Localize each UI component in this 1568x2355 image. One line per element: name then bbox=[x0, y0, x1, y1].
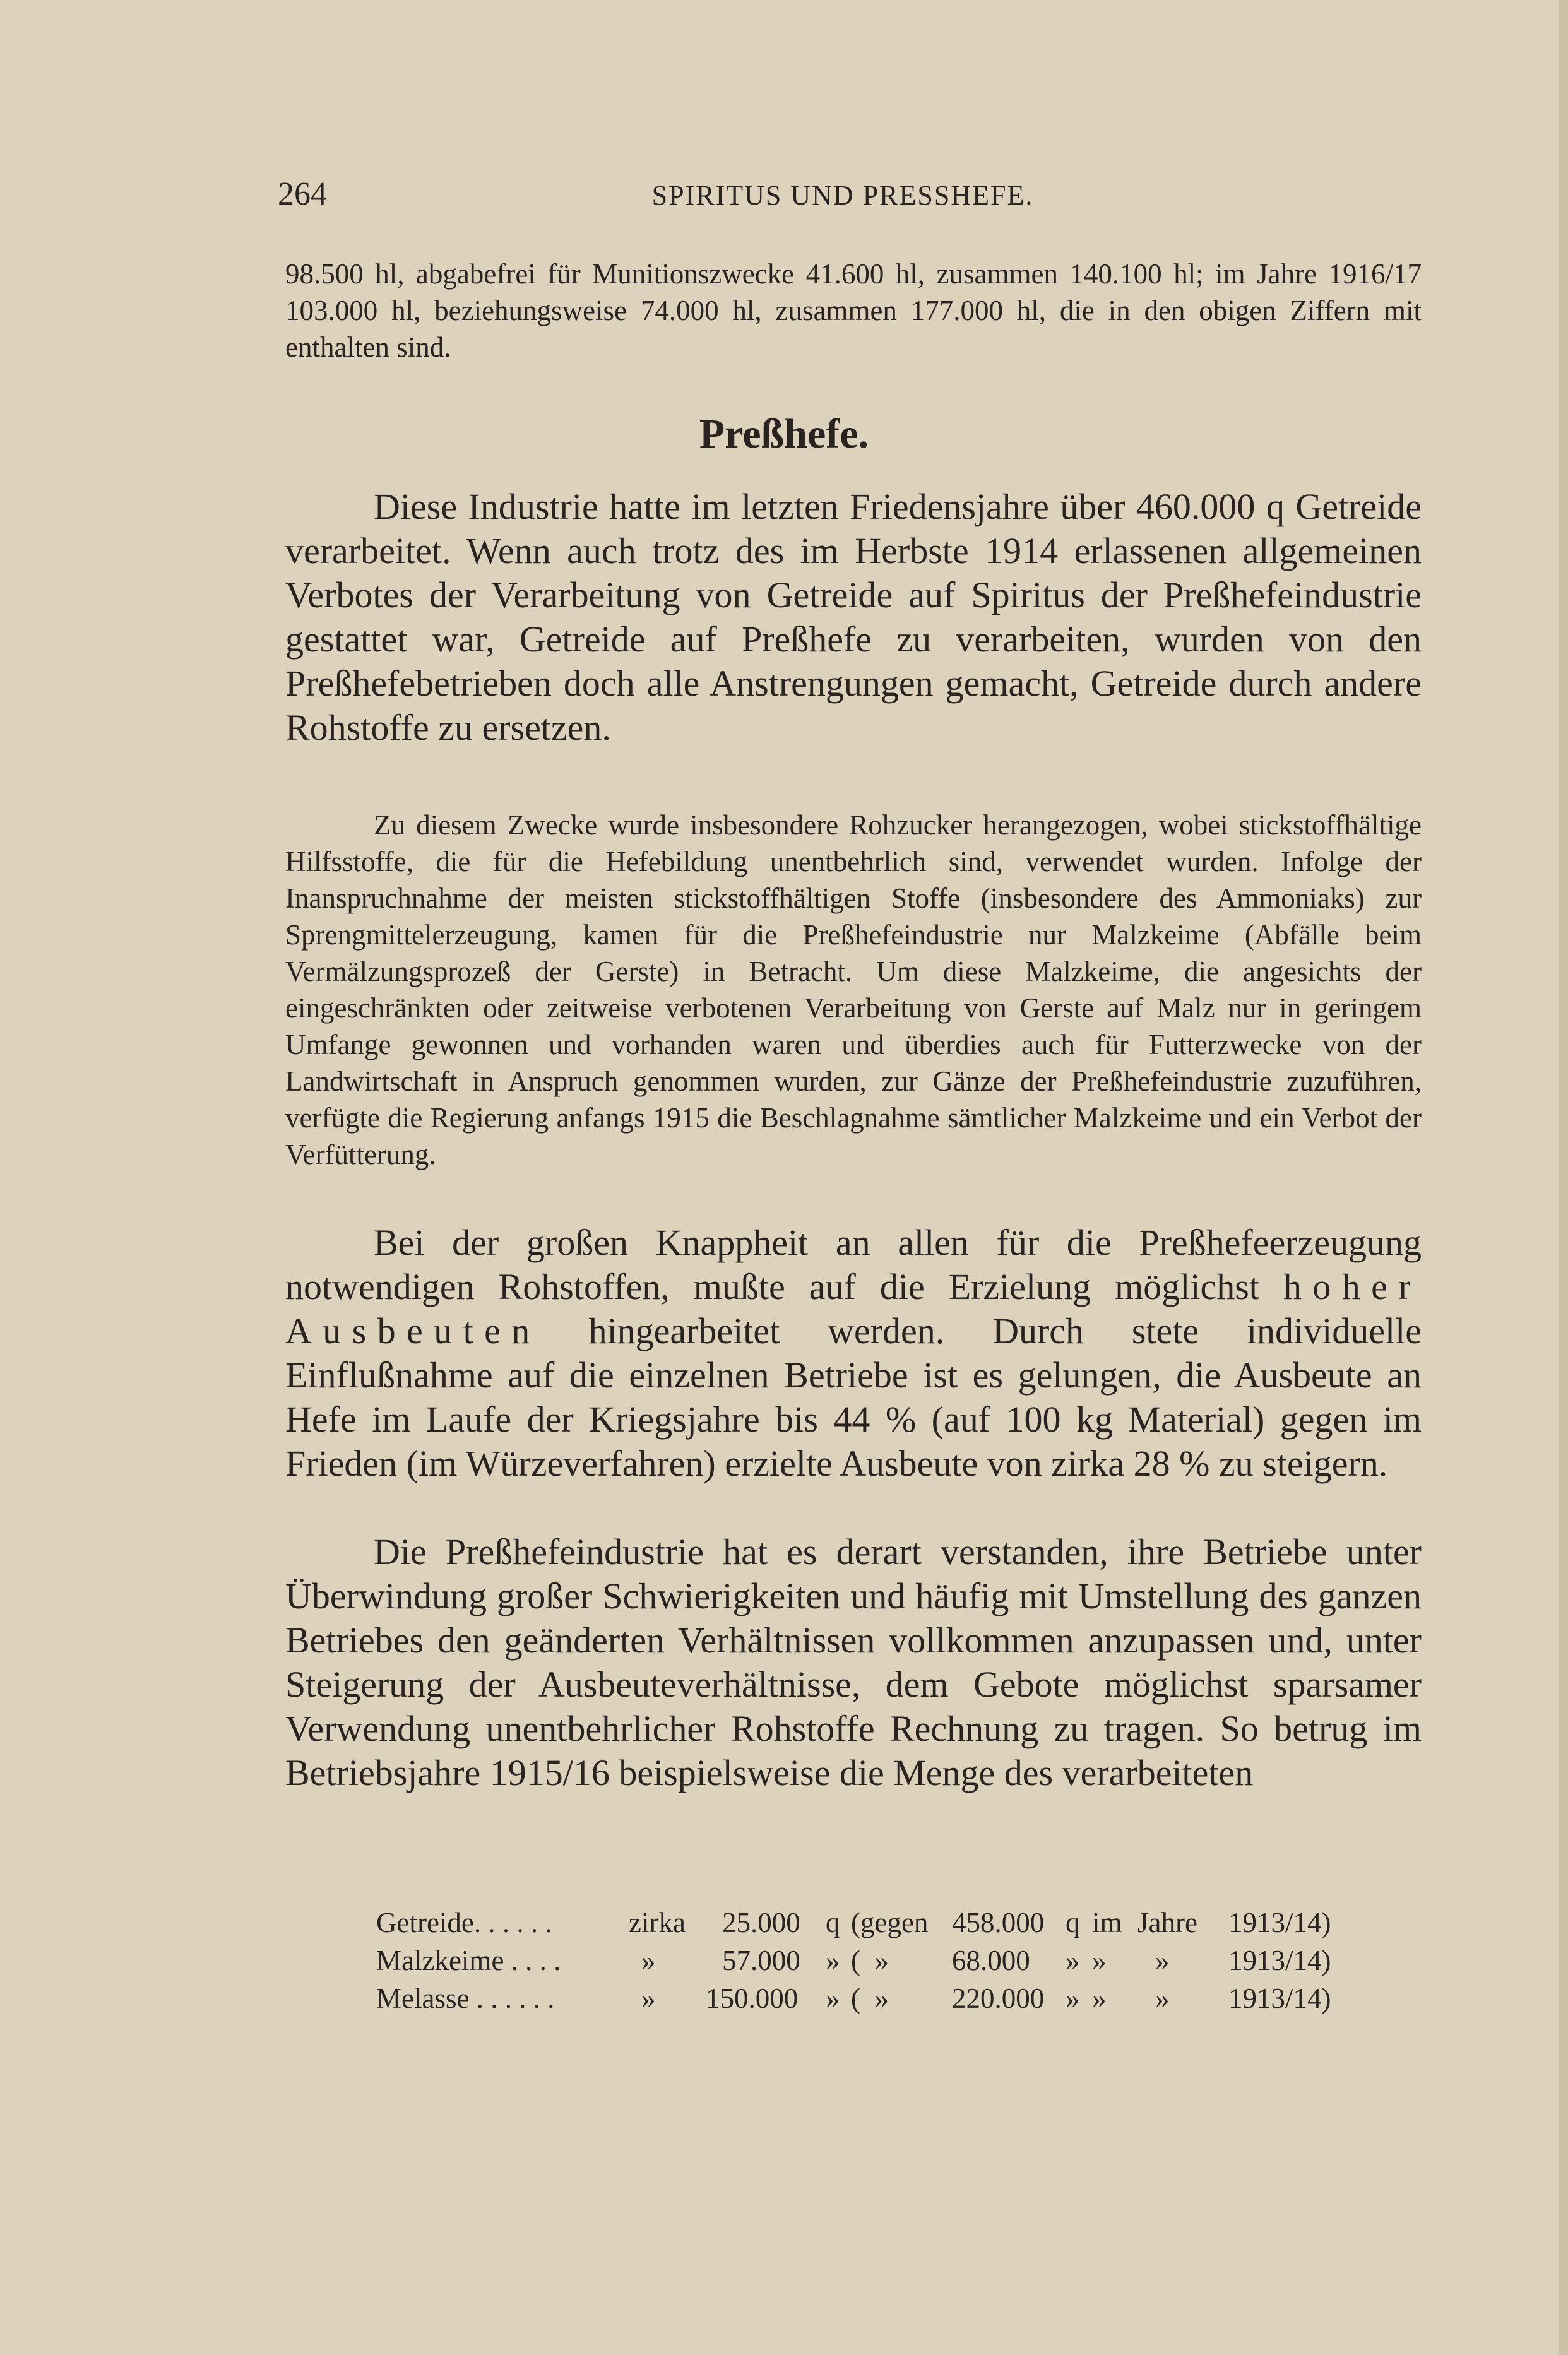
amount-cell: 25.000 bbox=[722, 1907, 800, 1938]
prior-unit-cell: q bbox=[1066, 1907, 1080, 1938]
material-cell: Melasse . . . . . . bbox=[376, 1983, 555, 2014]
page-header bbox=[278, 175, 1408, 226]
prefix-cell: zirka bbox=[629, 1907, 686, 1938]
table-row bbox=[376, 1904, 1361, 1942]
paragraph-4 bbox=[285, 1530, 1422, 1795]
im-cell: » bbox=[1092, 1945, 1107, 1976]
table-row bbox=[376, 1979, 1361, 2017]
paragraph-3 bbox=[285, 1221, 1422, 1486]
unit-cell: » bbox=[826, 1983, 840, 2014]
amount-cell: 57.000 bbox=[722, 1945, 800, 1976]
paren-cell: ( » bbox=[851, 1983, 889, 2014]
prefix-cell: » bbox=[641, 1945, 656, 1976]
paragraph-text: Die Preßhefeindustrie hat es derart verstanden, ihre Betriebe unter Überwindung großer Schwierigkeiten und häufig mit Umstellung des ganzen Betriebes den geänderten Verhältnissen vollkommen anzupassen und, unter Steigerung der Ausbeuteverhältnisse, dem Gebote möglichst sparsamer Verwendung unentbehrlicher Rohstoffe Rechnung zu tragen. So betrug im Betriebsjahre 1915/16 beispielsweise die Menge des verarbeiteten bbox=[285, 1531, 1422, 1793]
emphasis-text: hoher Ausbeuten bbox=[285, 1266, 1422, 1351]
section-heading: Preßhefe. bbox=[699, 411, 869, 457]
jahre-cell: » bbox=[1155, 1945, 1170, 1976]
year-cell: 1913/14) bbox=[1228, 1945, 1331, 1976]
paragraph-text-end: hingearbeitet werden. Durch stete individuelle Einflußnahme auf die einzelnen Betriebe ist es gelungen, die Ausbeute an Hefe im Laufe der Kriegsjahre bis 44 % (auf 100 kg Material) gegen im Frieden (im Würzeverfahren) erzielte Ausbeute von zirka 28 % zu steigern. bbox=[285, 1310, 1422, 1484]
paren-cell: (gegen bbox=[851, 1907, 929, 1938]
paragraph-text: 98.500 hl, abgabefrei für Munitionszwecke 41.600 hl, zusammen 140.100 hl; im Jahre 1916/17 103.000 hl, beziehungsweise 74.000 hl, zusammen 177.000 hl, die in den obigen Ziffern mit enthalten sind. bbox=[285, 258, 1422, 363]
unit-cell: » bbox=[826, 1945, 840, 1976]
paragraph-1 bbox=[285, 485, 1422, 750]
paragraph-text: Diese Industrie hatte im letzten Friedensjahre über 460.000 q Getreide verarbeitet. Wenn auch trotz des im Herbste 1914 erlassenen allgemeinen Verbotes der Verarbeitung von Getreide auf Spiritus der Preßhefeindustrie gestattet war, Getreide auf Preßhefe zu verarbeiten, wurden von den Preßhefebetrieben doch alle Anstrengungen gemacht, Getreide durch andere Rohstoffe zu ersetzen. bbox=[285, 486, 1422, 748]
im-cell: » bbox=[1092, 1983, 1107, 2014]
prior-unit-cell: » bbox=[1066, 1983, 1080, 2014]
material-cell: Malzkeime . . . . bbox=[376, 1945, 561, 1976]
prior-amount-cell: 220.000 bbox=[952, 1983, 1045, 2014]
amount-cell: 150.000 bbox=[706, 1983, 799, 2014]
prefix-cell: » bbox=[641, 1983, 656, 2014]
paragraph-text bbox=[285, 1221, 1422, 1486]
im-cell: im bbox=[1092, 1907, 1122, 1938]
materials-table bbox=[376, 1904, 1361, 2017]
year-cell: 1913/14) bbox=[1228, 1983, 1331, 2014]
prior-amount-cell: 458.000 bbox=[952, 1907, 1045, 1938]
continued-paragraph bbox=[285, 256, 1422, 365]
year-cell: 1913/14) bbox=[1228, 1907, 1331, 1938]
page-number: 264 bbox=[278, 176, 327, 212]
paragraph-text-start: Bei der großen Knappheit an allen für die Preßhefeerzeugung notwendigen Rohstoffen, mußte auf die Erzielung möglichst bbox=[285, 1222, 1422, 1307]
paragraph-2 bbox=[285, 807, 1422, 1173]
page-edge bbox=[1559, 0, 1568, 2355]
paragraph-text: Zu diesem Zwecke wurde insbesondere Rohzucker herangezogen, wobei stickstoffhältige Hilfsstoffe, die für die Hefebildung unentbehrlich sind, verwendet wurden. Infolge der Inanspruchnahme der meisten stickstoffhältigen Stoffe (insbesondere des Ammoniaks) zur Sprengmittelerzeugung, kamen für die Preßhefeindustrie nur Malzkeime (Abfälle beim Vermälzungsprozeß der Gerste) in Betracht. Um diese Malzkeime, die angesichts der eingeschränkten oder zeitweise verbotenen Verarbeitung von Gerste auf Malz nur in geringem Umfange gewonnen und vorhanden waren und überdies auch für Futterzwecke von der Landwirtschaft in Anspruch genommen wurden, zur Gänze der Preßhefeindustrie zuzuführen, verfügte die Regierung anfangs 1915 die Beschlagnahme sämtlicher Malzkeime und ein Verbot der Verfütterung. bbox=[285, 809, 1422, 1170]
paren-cell: ( » bbox=[851, 1945, 889, 1976]
table-row bbox=[376, 1942, 1361, 1979]
jahre-cell: » bbox=[1155, 1983, 1170, 2014]
material-cell: Getreide. . . . . . bbox=[376, 1907, 552, 1938]
unit-cell: q bbox=[826, 1907, 840, 1938]
running-title: SPIRITUS UND PRESSHEFE. bbox=[651, 180, 1034, 211]
prior-unit-cell: » bbox=[1066, 1945, 1080, 1976]
prior-amount-cell: 68.000 bbox=[952, 1945, 1030, 1976]
jahre-cell: Jahre bbox=[1137, 1907, 1197, 1938]
